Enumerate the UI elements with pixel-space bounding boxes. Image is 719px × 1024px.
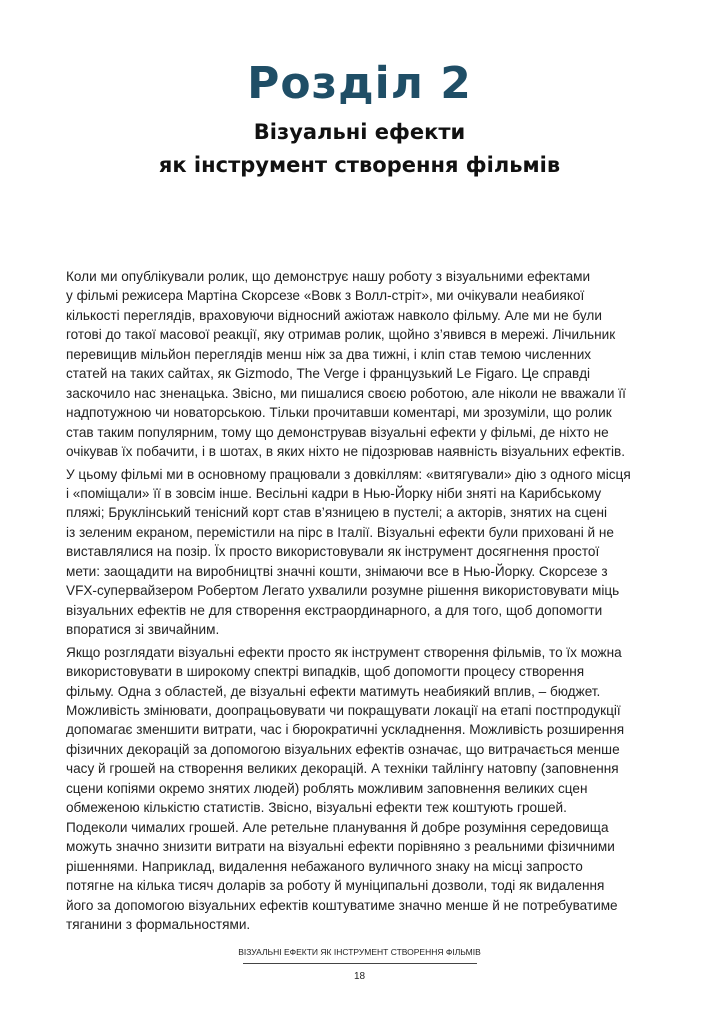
- text-line: із зеленим екраном, перемістили на пірс в Італії. Візуальні ефекти були приховані й не: [66, 524, 614, 540]
- text-line: став таким популярним, тому що демонстрував візуальні ефекти у фільмі, де ніхто не: [66, 424, 609, 440]
- text-line: кількості переглядів, враховуючи відносний ажіотаж навколо фільму. Але ми не були: [66, 307, 602, 323]
- paragraph: [66, 643, 666, 935]
- text-line: У цьому фільмі ми в основному працювали з довкіллям: «витягували» дію з одного місця: [66, 466, 631, 482]
- text-line: використовувати в широкому спектрі випадків, щоб допомогти процесу створення: [66, 664, 585, 680]
- chapter-subtitle-line-1: Візуальні ефекти: [253, 120, 466, 144]
- text-line: мети: заощадити на виробництві значні кошти, знімаючи все в Нью-Йорку. Скорсезе з: [66, 563, 608, 579]
- text-line: фізичних декорацій за допомогою візуальних ефектів означає, що витрачається менше: [66, 741, 620, 757]
- text-line: допомагає зменшити витрати, час і бюрократичні ускладнення. Можливість розширення: [66, 722, 625, 738]
- text-line: заскочило нас зненацька. Звісно, ми пишалися своєю роботою, але ніколи не вважали її: [66, 385, 626, 401]
- paragraph: [66, 465, 666, 640]
- body-text: [66, 267, 666, 937]
- text-line: потягне на кілька тисяч доларів за роботу й муніципальні дозволи, тоді як видалення: [66, 878, 605, 894]
- text-line: готові до такої масової реакції, яку отримав ролик, щойно з’явився в мережі. Лічильник: [66, 327, 616, 343]
- text-line: пляжі; Бруклінський тенісний корт став в’язницею в пустелі; а акторів, знятих на сцені: [66, 505, 608, 521]
- running-footer: ВІЗУАЛЬНІ ЕФЕКТИ ЯК ІНСТРУМЕНТ СТВОРЕННЯ ФІЛЬМІВ: [238, 947, 481, 957]
- text-line: рішеннями. Наприклад, видалення небажаного вуличного знаку на місці запросто: [66, 858, 583, 874]
- page-number: 18: [353, 971, 366, 982]
- text-line: Можливість змінювати, доопрацьовувати чи покращувати локації на етапі постпродукції: [66, 702, 621, 718]
- text-line: впоратися зі звичайним.: [66, 622, 220, 638]
- text-line: фільму. Одна з областей, де візуальні ефекти матимуть неабиякий вплив, – бюджет.: [66, 683, 601, 699]
- footer-divider: [243, 963, 477, 964]
- text-line: статей на таких сайтах, як Gizmodo, The Verge і французький Le Figaro. Це справді: [66, 366, 591, 382]
- text-line: часу й грошей на створення великих декорацій. А техніки тайлінгу натовпу (заповнення: [66, 761, 619, 777]
- chapter-subtitle-line-2: як інструмент створення фільмів: [158, 153, 561, 177]
- paragraph: [66, 267, 666, 462]
- text-line: можуть значно знизити витрати на візуальні ефекти порівняно з реальними фізичними: [66, 839, 615, 855]
- text-line: Подеколи чималих грошей. Але ретельне планування й добре розуміння середовища: [66, 819, 609, 835]
- text-line: тяганини з формальностями.: [66, 916, 251, 932]
- text-line: у фільмі режисера Мартіна Скорсезе «Вовк з Волл-стріт», ми очікували неабиякої: [66, 288, 585, 304]
- text-line: перевищив мільйон переглядів менш ніж за два тижні, і кліп став темою численних: [66, 346, 592, 362]
- text-line: обмеженою кількістю статистів. Звісно, візуальні ефекти теж коштують грошей.: [66, 800, 567, 816]
- text-line: надпотужною чи новаторською. Тільки прочитавши коментарі, ми зрозуміли, що ролик: [66, 405, 612, 421]
- text-line: його за допомогою візуальних ефектів коштуватиме значно менше й не потребуватиме: [66, 897, 618, 913]
- text-line: сцени копіями окремо знятих людей) роблять можливим заповнення великих сцен: [66, 780, 588, 796]
- chapter-title: Розділ 2: [247, 58, 472, 109]
- text-line: і «поміщали» її в зовсім інше. Весільні кадри в Нью-Йорку ніби зняті на Карибському: [66, 485, 602, 501]
- text-line: очікував їх побачити, і в шотах, в яких ніхто не підозрював наявність візуальних ефектів.: [66, 444, 626, 460]
- text-line: VFX-супервайзером Робертом Легато ухвалили розумне рішення використовувати міць: [66, 583, 620, 599]
- text-line: візуальних ефектів не для створення екстраординарного, а для того, щоб допомогти: [66, 602, 603, 618]
- text-line: Якщо розглядати візуальні ефекти просто як інструмент створення фільмів, то їх можна: [66, 644, 622, 660]
- text-line: виставлялися на позір. Їх просто використовували як інструмент досягнення простої: [66, 544, 600, 560]
- text-line: Коли ми опублікували ролик, що демонструє нашу роботу з візуальними ефектами: [66, 269, 591, 284]
